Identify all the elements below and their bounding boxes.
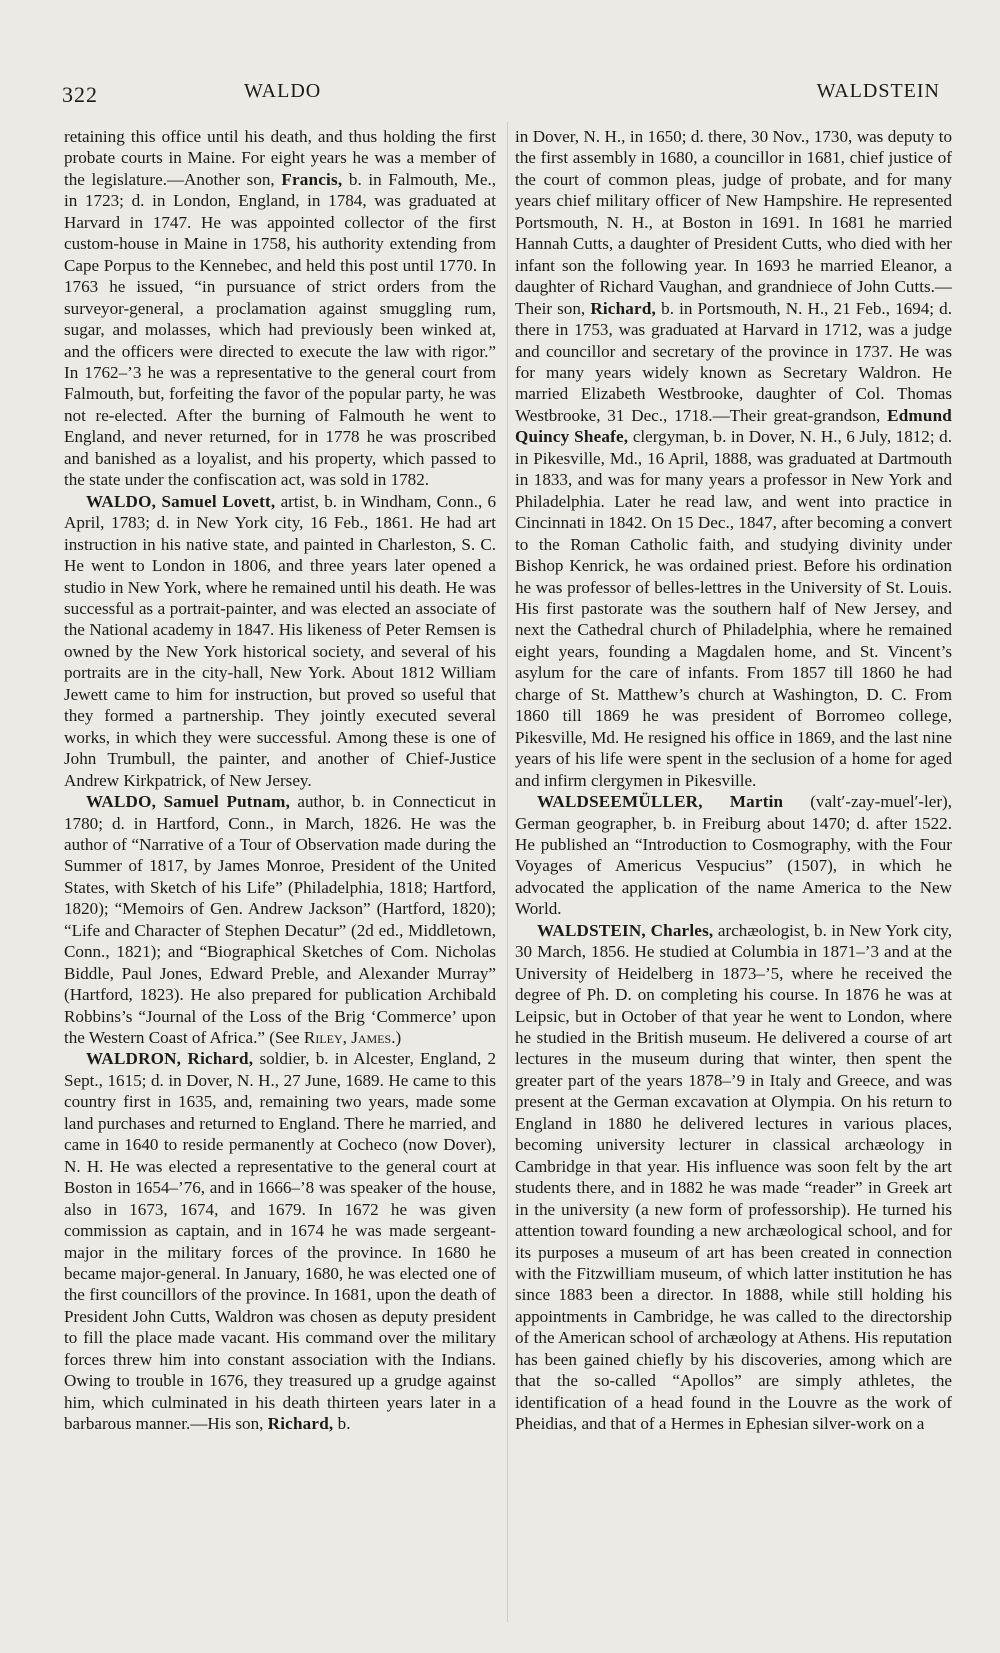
person-name: Francis, — [281, 169, 343, 189]
running-head — [62, 74, 940, 108]
continued-paragraph — [515, 126, 952, 791]
person-name: Edmund Quincy Sheafe, — [515, 405, 952, 447]
entry-headword: WALDSEEMÜLLER, Martin — [537, 792, 784, 812]
left-column — [64, 126, 496, 1435]
column-divider — [507, 122, 508, 1622]
page-number: 322 — [62, 82, 98, 107]
paragraph-text: b. in Portsmouth, N. H., 21 Feb., 1694; d. there in 1753, was graduated at Harvard in 1712, was a judge and councillor and secretary of the province in 1737. He was for many years widely known as Secretary Waldron. He married Elizabeth Westbrooke, daughter of Col. Thomas Westbrooke, 31 Dec., 1718.—Their great-grandson, — [515, 298, 952, 425]
paragraph-text: clergyman, b. in Dover, N. H., 6 July, 1812; d. in Pikesville, Md., 16 April, 1888, was graduated at Dartmouth in 1833, and was for many years a professor in New York and Philadelphia. Later he read law, and went into practice in Cincinnati in 1842. On 15 Dec., 1847, after becoming a convert to the Roman Catholic faith, and studying divinity under Bishop Kenrick, he was ordained priest. Before his ordination he was professor of belles-lettres in the University of St. Louis. His first pastorate was the southern half of New Jersey, and next the Cathedral church of Philadelphia, where he remained eight years, founding a Magdalen home, and St. Vincent’s asylum for the care of infants. From 1857 till 1860 he had charge of St. Matthew’s church at Washington, D. C. From 1860 till 1869 he was president of Borromeo college, Pikesville, Md. He resigned his office in 1869, and the last nine years of his life were spent in the seclusion of a home for aged and infirm clergymen in Pikesville. — [515, 427, 952, 790]
entry-text: .) — [391, 1028, 402, 1048]
cross-reference: Riley, James — [303, 1028, 392, 1048]
running-head-right: WALDSTEIN — [816, 80, 940, 102]
running-head-left: WALDO — [244, 80, 322, 102]
entry-headword: WALDO, Samuel Putnam, — [86, 792, 291, 812]
right-column — [515, 126, 952, 1435]
paragraph-text: retaining this office until his death, and thus holding the first probate courts in Maine. For eight years he was a member of the legislature.—Another son, — [64, 127, 496, 189]
entry-waldo-samuel-putnam — [64, 791, 496, 1048]
entry-waldo-samuel-lovett — [64, 491, 496, 791]
person-name: Richard, — [590, 298, 657, 318]
paragraph-text: in Dover, N. H., in 1650; d. there, 30 Nov., 1730, was deputy to the first assembly in 1680, a councillor in 1681, chief justice of the court of common pleas, judge of probate, and for many years chief military officer of New Hampshire. He represented Portsmouth, N. H., at Boston in 1691. In 1681 he married Hannah Cutts, a daughter of President Cutts, who died with her infant son the following year. In 1693 he married Eleanor, a daughter of Richard Vaughan, and grandniece of John Cutts.—Their son, — [515, 127, 952, 318]
continued-paragraph — [64, 126, 496, 491]
entry-text: (valt′-zay-muel′-ler), German geographer, b. in Freiburg about 1470; d. after 1522. He published an “Introduction to Cosmography, with the Four Voyages of Americus Vespucius” (1507), in which he advocated the application of the name America to the New World. — [515, 792, 952, 919]
entry-text: author, b. in Connecticut in 1780; d. in Hartford, Conn., in March, 1826. He was the author of “Narrative of a Tour of Observation made during the Summer of 1817, by James Monroe, President of the United States, with Sketch of his Life” (Philadelphia, 1818; Hartford, 1820); “Memoirs of Gen. Andrew Jackson” (Hartford, 1820); “Life and Character of Stephen Decatur” (2d ed., Middletown, Conn., 1821); and “Biographical Sketches of Com. Nicholas Biddle, Paul Jones, Edward Preble, and Alexander Murray” (Hartford, 1823). He also prepared for publication Archibald Robbins’s “Journal of the Loss of the Brig ‘Commerce’ upon the Western Coast of Africa.” (See — [64, 792, 496, 1048]
paragraph-text: b. in Falmouth, Me., in 1723; d. in London, England, in 1784, was graduated at Harvard in 1747. He was appointed collector of the first custom-house in Maine in 1758, his authority extending from Cape Porpus to the Kennebec, and held this post until 1770. In 1763 he issued, “in pursuance of strict orders from the surveyor-general, a proclamation against smuggling rum, sugar, and molasses, which had previously been winked at, and the officers were directed to execute the law with rigor.” In 1762–’3 he was a representative to the general court from Falmouth, but, forfeiting the favor of the popular party, he was not re-elected. After the burning of Falmouth he went to England, and never returned, for in 1778 he was proscribed and banished as a loyalist, and his property, which passed to the state under the confiscation act, was sold in 1782. — [64, 169, 497, 490]
entry-text: soldier, b. in Alcester, England, 2 Sept., 1615; d. in Dover, N. H., 27 June, 1689. He came to this country first in 1635, and, remaining two years, made some land purchases and returned to England. There he married, and came in 1640 to reside permanently at Cocheco (now Dover), N. H. He was elected a representative to the general court at Boston in 1654–’76, and in 1666–’8 was speaker of the house, also in 1673, 1674, and 1679. In 1672 he was given commission as captain, and in 1674 he was made sergeant-major in the military forces of the province. In 1680 he became major-general. In January, 1680, he was elected one of the first councillors of the province. In 1681, upon the death of President John Cutts, Waldron was chosen as deputy president to fill the place made vacant. His command over the military forces threw him into constant association with the Indians. Owing to trouble in 1676, they treasured up a grudge against him, which culminated in his death thirteen years later in a barbarous manner.—His son, — [64, 1049, 497, 1434]
entry-waldron-richard — [64, 1048, 496, 1434]
entry-headword: WALDO, Samuel Lovett, — [86, 491, 276, 511]
entry-headword: WALDSTEIN, Charles, — [537, 920, 714, 940]
entry-waldstein-charles — [515, 920, 952, 1435]
entry-text: artist, b. in Windham, Conn., 6 April, 1783; d. in New York city, 16 Feb., 1861. He had art instruction in his native state, and painted in Charleston, S. C. He went to London in 1806, and three years later opened a studio in New York, where he remained until his death. He was successful as a portrait-painter, and was elected an associate of the National academy in 1847. His likeness of Peter Remsen is owned by the New York historical society, and several of his portraits are in the city-hall, New York. About 1812 William Jewett came to him for instruction, but proved so useful that they formed a partnership. They jointly executed several works, in which they were successful. Among these is one of John Trumbull, the painter, and another of Chief-Justice Andrew Kirkpatrick, of New Jersey. — [64, 491, 497, 790]
entry-waldseemuller-martin — [515, 791, 952, 920]
person-name: Richard, — [267, 1414, 334, 1434]
entry-text: archæologist, b. in New York city, 30 March, 1856. He studied at Columbia in 1871–’3 and at the University of Heidelberg in 1873–’5, where he received the degree of Ph. D. on completing his course. In 1876 he was at Leipsic, but in October of that year he went to London, where he studied in the British museum. He delivered a course of art lectures in the museum during that winter, then spent the greater part of the years 1878–’9 in Italy and Greece, and was present at the German excavation at Olympia. On his return to England in 1880 he delivered lectures in various places, becoming university lecturer in classical archæology in Cambridge in that year. His influence was soon felt by the art students there, and in 1882 he was made “reader” in Greek art in the university (a new form of professorship). He turned his attention toward founding a new archæological school, and for its purposes a museum of art has been created in connection with the Fitzwilliam museum, of which latter institution he has since 1883 been a director. In 1888, while still holding his appointments in Cambridge, he was called to the directorship of the American school of archæology at Athens. His reputation has been gained chiefly by his discoveries, among which are that the so-called “Apollos” are simply athletes, the identification of a head found in the Louvre as the work of Pheidias, and that of a Hermes in Ephesian silver-work on a — [515, 920, 952, 1434]
entry-text: b. — [337, 1414, 351, 1434]
entry-headword: WALDRON, Richard, — [86, 1049, 254, 1069]
